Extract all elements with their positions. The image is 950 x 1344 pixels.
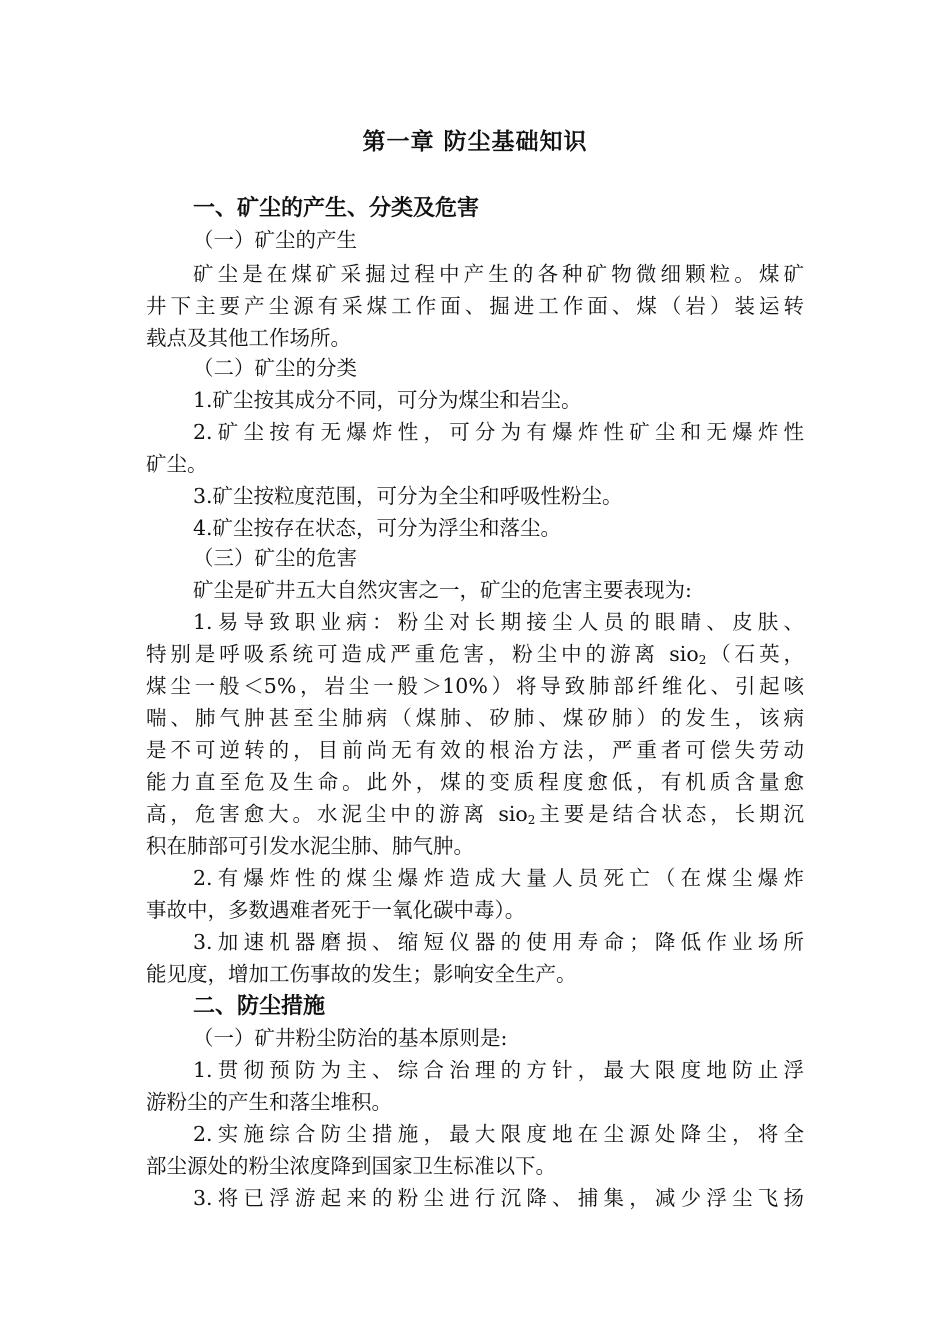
list-item-line: 3.矿尘按粒度范围，可分为全尘和呼吸性粉尘。 (193, 484, 623, 508)
list-item-line: 3.加速机器磨损、缩短仪器的使用寿命；降低作业场所 (193, 930, 804, 954)
paragraph-line: 井下主要产尘源有采煤工作面、掘进工作面、煤（岩）装运转 (146, 294, 804, 318)
subsection-heading: （一）矿尘的产生 (193, 228, 357, 252)
list-item-line (146, 638, 804, 670)
subsection-heading: （二）矿尘的分类 (193, 356, 357, 380)
list-item-line: 能力直至危及生命。此外，煤的变质程度愈低，有机质含量愈 (146, 770, 804, 794)
list-item-line: 煤尘一般＜5%，岩尘一般＞10%）将导致肺部纤维化、引起咳 (146, 674, 804, 698)
list-item-line: 1.易导致职业病：粉尘对长期接尘人员的眼睛、皮肤、 (193, 610, 804, 634)
list-item-line: 喘、肺气肿甚至尘肺病（煤肺、矽肺、煤矽肺）的发生，该病 (146, 706, 804, 730)
list-item-line: 1.矿尘按其成分不同，可分为煤尘和岩尘。 (193, 388, 582, 412)
text-run: 特别是呼吸系统可造成严重危害，粉尘中的游离 sio (146, 642, 699, 666)
list-item-line (146, 798, 804, 830)
list-item-line: 游粉尘的产生和落尘堆积。 (146, 1090, 392, 1114)
text-run: 主要是结合状态，长期沉 (535, 802, 805, 826)
section-heading-2: 二、防尘措施 (193, 993, 326, 1019)
subscript: 2 (527, 813, 536, 827)
list-item-line: 3.将已浮游起来的粉尘进行沉降、捕集，减少浮尘飞扬 (193, 1186, 804, 1210)
paragraph-line: 载点及其他工作场所。 (146, 326, 351, 350)
list-item-line: 能见度，增加工伤事故的发生；影响安全生产。 (146, 962, 577, 986)
list-item-line: 4.矿尘按存在状态，可分为浮尘和落尘。 (193, 516, 562, 540)
list-item-line: 2.有爆炸性的煤尘爆炸造成大量人员死亡（在煤尘爆炸 (193, 866, 804, 890)
section-heading-1: 一、矿尘的产生、分类及危害 (193, 195, 480, 221)
subsection-heading: （一）矿井粉尘防治的基本原则是: (193, 1026, 508, 1050)
list-item-line: 1.贯彻预防为主、综合治理的方针，最大限度地防止浮 (193, 1058, 804, 1082)
paragraph-line: 矿尘是矿井五大自然灾害之一，矿尘的危害主要表现为: (193, 578, 692, 602)
subscript: 2 (698, 653, 707, 667)
list-item-line: 矿尘。 (146, 452, 208, 476)
text-run: 高，危害愈大。水泥尘中的游离 sio (146, 802, 528, 826)
text-run: （石英， (706, 642, 805, 666)
list-item-line: 部尘源处的粉尘浓度降到国家卫生标准以下。 (146, 1154, 556, 1178)
subsection-heading: （三）矿尘的危害 (193, 546, 357, 570)
list-item-line: 2.实施综合防尘措施，最大限度地在尘源处降尘，将全 (193, 1122, 804, 1146)
chapter-title: 第一章 防尘基础知识 (362, 128, 588, 155)
list-item-line: 2.矿尘按有无爆炸性，可分为有爆炸性矿尘和无爆炸性 (193, 420, 804, 444)
paragraph-line: 矿尘是在煤矿采掘过程中产生的各种矿物微细颗粒。煤矿 (193, 262, 804, 286)
list-item-line: 是不可逆转的，目前尚无有效的根治方法，严重者可偿失劳动 (146, 738, 804, 762)
list-item-line: 积在肺部可引发水泥尘肺、肺气肿。 (146, 834, 474, 858)
list-item-line: 事故中，多数遇难者死于一氧化碳中毒）。 (146, 898, 526, 922)
